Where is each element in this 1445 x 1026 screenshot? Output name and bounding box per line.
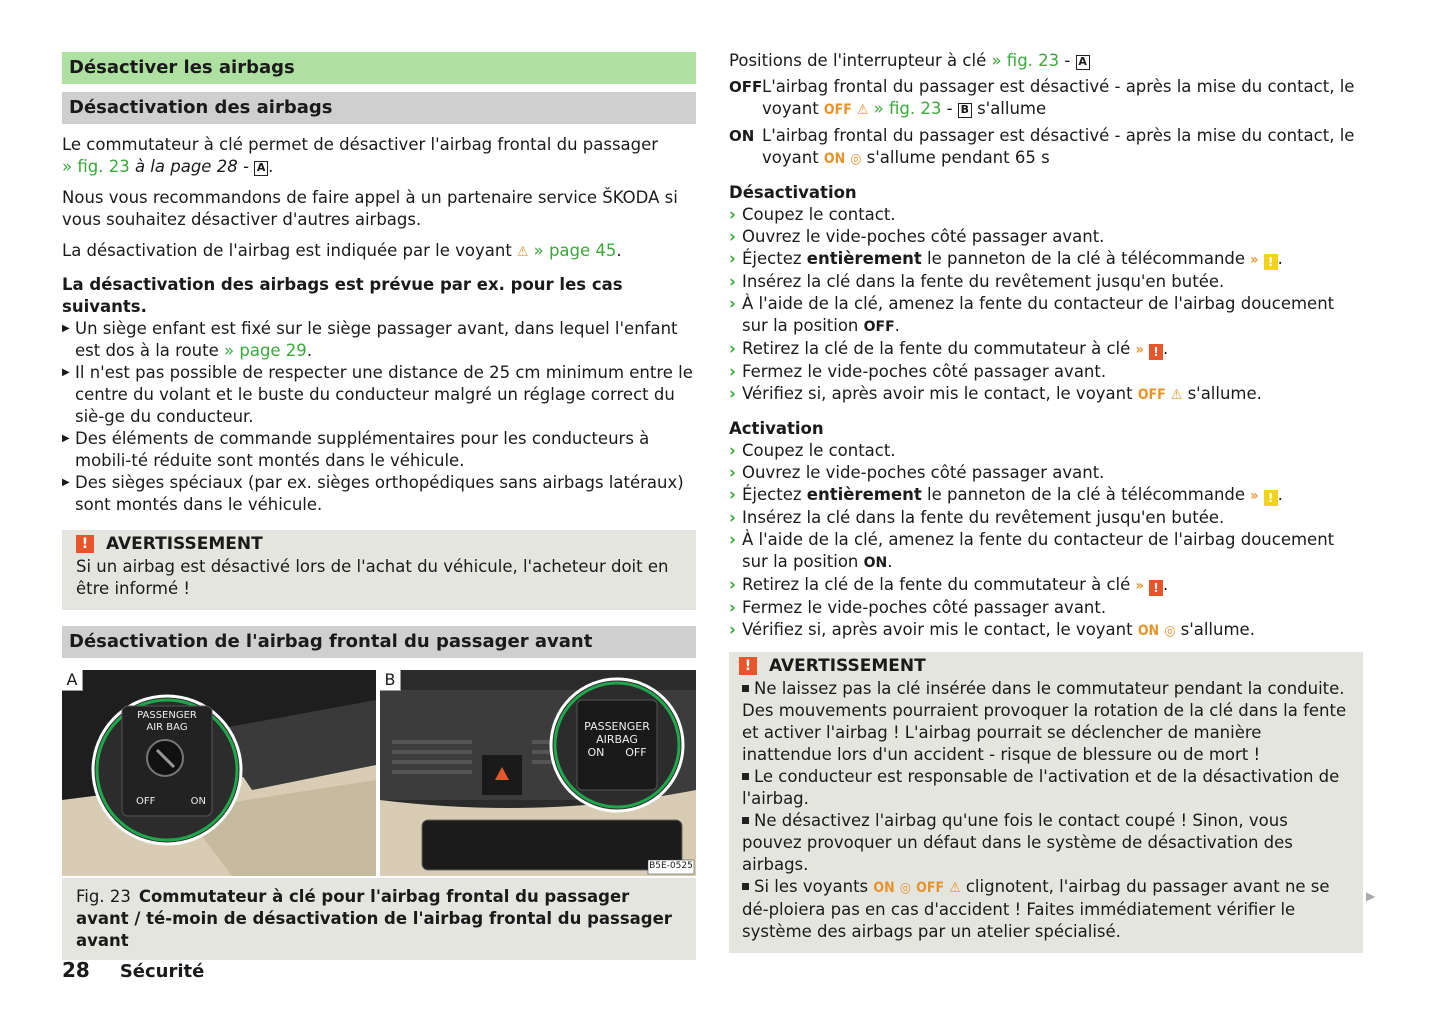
off-position-row: OFF L'airbag frontal du passager est désactivé - après la mise du contact, le voyant OFF ⚠ » fig. 23 - B s'allume bbox=[729, 77, 1355, 118]
page-number: 28 bbox=[62, 958, 90, 982]
warning-box bbox=[729, 652, 1363, 953]
caution-icon: ! bbox=[1264, 254, 1278, 270]
list-item: › Fermez le vide-poches côté passager avant. bbox=[729, 362, 1107, 381]
airbag-off-indicator-icon: ⚠ bbox=[949, 880, 961, 896]
subsection-title: Désactivation de l'airbag frontal du passager avant bbox=[62, 626, 696, 658]
airbag-off-indicator-icon: ⚠ bbox=[517, 244, 529, 260]
deactivation-steps bbox=[729, 204, 1363, 406]
skoda-paragraph: Nous vous recommandons de faire appel à un partenaire service ŠKODA si vous souhaitez désactiver d'autres airbags. bbox=[62, 188, 678, 229]
list-item: › Vérifiez si, après avoir mis le contact, le voyant ON ◎ s'allume. bbox=[729, 620, 1255, 639]
warning-icon: ! bbox=[1149, 344, 1163, 360]
fig-link[interactable]: » fig. 23 bbox=[62, 157, 130, 176]
left-column bbox=[62, 52, 696, 960]
warning-item: Le conducteur est responsable de l'activation et de la désactivation de l'airbag. bbox=[742, 767, 1340, 808]
warning-icon: ! bbox=[76, 535, 94, 553]
airbag-on-indicator-icon: ◎ bbox=[899, 880, 911, 896]
warning-box bbox=[62, 530, 696, 610]
page-footer bbox=[62, 958, 204, 982]
cases-list bbox=[62, 318, 696, 516]
page-link[interactable]: » page 45 bbox=[533, 241, 617, 260]
on-position-row: ON L'airbag frontal du passager est désactivé - après la mise du contact, le voyant ON ◎ s'allume pendant 65 s bbox=[729, 126, 1355, 167]
off-label: OFF bbox=[729, 78, 763, 96]
right-column bbox=[729, 50, 1363, 953]
switch-label: PASSENGER AIR BAG bbox=[137, 710, 197, 733]
bullet-icon bbox=[742, 883, 749, 890]
list-item: › Fermez le vide-poches côté passager avant. bbox=[729, 598, 1107, 617]
list-item: ▶ Un siège enfant est fixé sur le siège passager avant, dans lequel l'enfant est dos à la route » page 29. bbox=[62, 318, 696, 362]
warning-text: Si un airbag est désactivé lors de l'achat du véhicule, l'acheteur doit en être informé ! bbox=[76, 557, 669, 598]
list-item: › Coupez le contact. bbox=[729, 205, 896, 224]
bullet-icon bbox=[742, 817, 749, 824]
list-item: › Éjectez entièrement le panneton de la clé à télécommande » ! . bbox=[729, 249, 1283, 269]
switch-off-on: OFF ON bbox=[136, 796, 206, 807]
indicator-paragraph: La désactivation de l'airbag est indiquée par le voyant ⚠ » page 45. bbox=[62, 241, 622, 260]
footer-section: Sécurité bbox=[119, 961, 205, 982]
bullet-icon bbox=[742, 773, 749, 780]
airbag-off-indicator-icon: ⚠ bbox=[857, 102, 869, 118]
subsection-title: Désactivation des airbags bbox=[62, 92, 696, 124]
activation-steps bbox=[729, 440, 1363, 642]
list-item: › Insérez la clé dans la fente du revêtement jusqu'en butée. bbox=[729, 272, 1225, 291]
list-item: ▶ Des sièges spéciaux (par ex. sièges orthopédiques sans airbags latéraux) sont montés dans le véhicule. bbox=[62, 472, 696, 516]
positions-line: Positions de l'interrupteur à clé » fig. 23 - A bbox=[729, 50, 1363, 72]
caution-icon: ! bbox=[1264, 490, 1278, 506]
warning-icon: ! bbox=[1149, 580, 1163, 596]
fig-link[interactable]: » fig. 23 bbox=[991, 51, 1060, 70]
warning-item: Ne désactivez l'airbag qu'une fois le contact coupé ! Sinon, vous pouvez provoquer un défaut dans le système de désactivation des airbags. bbox=[742, 811, 1293, 874]
activation-title: Activation bbox=[729, 419, 824, 438]
list-item: ▶ Des éléments de commande supplémentaires pour les conducteurs à mobili-té réduite sont montés dans le véhicule. bbox=[62, 428, 696, 472]
list-item: › Ouvrez le vide-poches côté passager avant. bbox=[729, 463, 1105, 482]
figure-label-b: B bbox=[380, 670, 401, 691]
fig-link[interactable]: » fig. 23 bbox=[873, 99, 942, 118]
airbag-off-indicator-icon: ⚠ bbox=[1171, 387, 1183, 403]
list-item: › Coupez le contact. bbox=[729, 441, 896, 460]
list-item: › Insérez la clé dans la fente du revêtement jusqu'en butée. bbox=[729, 508, 1225, 527]
deactivation-title: Désactivation bbox=[729, 183, 857, 202]
figure-caption: Fig. 23 Commutateur à clé pour l'airbag frontal du passager avant / té-moin de désactivation de l'airbag frontal du passager avant bbox=[62, 878, 696, 960]
figure-23 bbox=[62, 670, 696, 878]
list-item: › Éjectez entièrement le panneton de la clé à télécommande » ! . bbox=[729, 485, 1283, 505]
intro-paragraph: Le commutateur à clé permet de désactiver l'airbag frontal du passager » fig. 23 à la page 28 - A . bbox=[62, 135, 659, 176]
list-item: ▶ Il n'est pas possible de respecter une distance de 25 cm minimum entre le centre du volant et le buste du conducteur malgré un réglage correct du siè-ge du conducteur. bbox=[62, 362, 696, 428]
airbag-on-indicator-icon: ◎ bbox=[1164, 623, 1176, 639]
list-item: › Ouvrez le vide-poches côté passager avant. bbox=[729, 227, 1105, 246]
warning-item: Si les voyants ON ◎ OFF ⚠ clignotent, l'airbag du passager avant ne se dé-ploiera pas en cas d'accident ! Faites immédiatement vérifier le système des airbags par un atelier spécialisé. bbox=[742, 877, 1330, 941]
figure-label-a: A bbox=[62, 670, 83, 691]
indicator-label: PASSENGER AIRBAG ON OFF bbox=[584, 720, 650, 759]
warning-icon: ! bbox=[739, 657, 757, 675]
list-item: › À l'aide de la clé, amenez la fente du contacteur de l'airbag doucement sur la position OFF. bbox=[729, 294, 1335, 335]
on-label: ON bbox=[729, 127, 755, 145]
bullet-icon bbox=[742, 685, 749, 692]
list-item: › Vérifiez si, après avoir mis le contact, le voyant OFF ⚠ s'allume. bbox=[729, 384, 1262, 403]
page-link[interactable]: » page 29 bbox=[224, 341, 307, 360]
airbag-on-indicator-icon: ◎ bbox=[850, 151, 862, 167]
figure-code: B5E-0525 bbox=[649, 861, 693, 871]
list-item: › Retirez la clé de la fente du commutateur à clé » ! . bbox=[729, 575, 1169, 595]
warning-title: AVERTISSEMENT bbox=[106, 534, 263, 554]
section-title: Désactiver les airbags bbox=[62, 52, 696, 84]
list-item: › Retirez la clé de la fente du commutateur à clé » ! . bbox=[729, 339, 1169, 359]
warning-item: Ne laissez pas la clé insérée dans le commutateur pendant la conduite. Des mouvements pourraient provoquer la rotation de la clé dans la fente et activer l'airbag ! L'airbag pourrait se déclencher de manière inattendue lors d'un accident - risque de blessure ou de mort ! bbox=[742, 679, 1347, 764]
figure-image bbox=[62, 670, 696, 878]
list-item: › À l'aide de la clé, amenez la fente du contacteur de l'airbag doucement sur la position ON. bbox=[729, 530, 1335, 571]
continue-arrow-icon: ▶ bbox=[1366, 889, 1376, 903]
cases-title: La désactivation des airbags est prévue par ex. pour les cas suivants. bbox=[62, 275, 623, 316]
warning-title: AVERTISSEMENT bbox=[769, 656, 926, 676]
